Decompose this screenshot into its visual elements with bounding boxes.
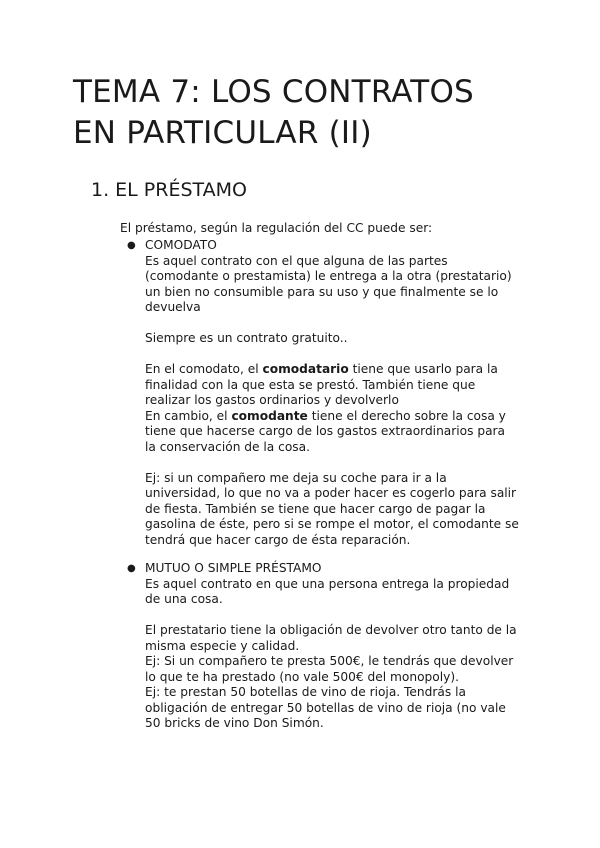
- bold-term: comodante: [231, 408, 308, 423]
- list-item-mutuo: [120, 561, 540, 732]
- text-line: Es aquel contrato en que una persona entrega la propiedad: [145, 576, 510, 591]
- section-heading: 1. EL PRÉSTAMO: [91, 179, 247, 201]
- title-line: TEMA 7: LOS CONTRATOS: [73, 74, 474, 110]
- loan-types-list: [120, 238, 540, 732]
- text-line: universidad, lo que no va a poder hacer es cogerlo para salir: [145, 486, 517, 500]
- text-line: la conservación de la cosa.: [145, 439, 310, 454]
- bullet-icon: ●: [127, 563, 136, 574]
- text-line: Ej: si un compañero me deja su coche para ir a la: [145, 470, 447, 485]
- section-intro: El préstamo, según la regulación del CC puede ser:: [120, 221, 433, 235]
- text-line: 50 bricks de vino Don Simón.: [145, 716, 324, 730]
- text-line: (comodante o prestamista) le entrega a la otra (prestatario): [145, 269, 512, 283]
- text-line: tiene que hacerse cargo de los gastos extraordinarios para: [145, 424, 506, 438]
- text-line: devuelva: [145, 300, 201, 314]
- item-label: MUTUO O SIMPLE PRÉSTAMO: [145, 561, 322, 575]
- bullet-icon: ●: [127, 240, 136, 251]
- text-line: un bien no consumible para su uso y que finalmente se lo: [145, 284, 499, 299]
- text-line: de fiesta. También se tiene que hacer cargo de pagar la: [145, 501, 486, 516]
- text-line: tendrá que hacer cargo de ésta reparación.: [145, 532, 411, 547]
- item-label: COMODATO: [145, 238, 217, 252]
- text-line: En el comodato, el comodatario tiene que usarlo para la: [145, 362, 498, 376]
- page-title: [73, 72, 573, 154]
- text-line: realizar los gastos ordinarios y devolverlo: [145, 393, 399, 407]
- text-line: finalidad con la que esta se prestó. También tiene que: [145, 377, 476, 392]
- text-line: El prestatario tiene la obligación de devolver otro tanto de la: [145, 623, 517, 637]
- list-item-comodato: [120, 238, 540, 548]
- text-line: Ej: te prestan 50 botellas de vino de rioja. Tendrás la: [145, 685, 466, 699]
- text-line: obligación de entregar 50 botellas de vino de rioja (no vale: [145, 700, 506, 715]
- text-line: misma especie y calidad.: [145, 638, 300, 653]
- text-line: de una cosa.: [145, 592, 223, 606]
- text-line: Siempre es un contrato gratuito..: [145, 331, 348, 345]
- text-line: En cambio, el comodante tiene el derecho sobre la cosa y: [145, 408, 506, 423]
- title-line: EN PARTICULAR (II): [73, 115, 372, 151]
- text-line: Ej: Si un compañero te presta 500€, le tendrás que devolver: [145, 654, 514, 668]
- text-line: lo que te ha prestado (no vale 500€ del monopoly).: [145, 669, 459, 684]
- text-line: Es aquel contrato con el que alguna de las partes: [145, 253, 448, 268]
- bold-term: comodatario: [262, 362, 349, 376]
- text-line: gasolina de éste, pero si se rompe el motor, el comodante se: [145, 517, 519, 531]
